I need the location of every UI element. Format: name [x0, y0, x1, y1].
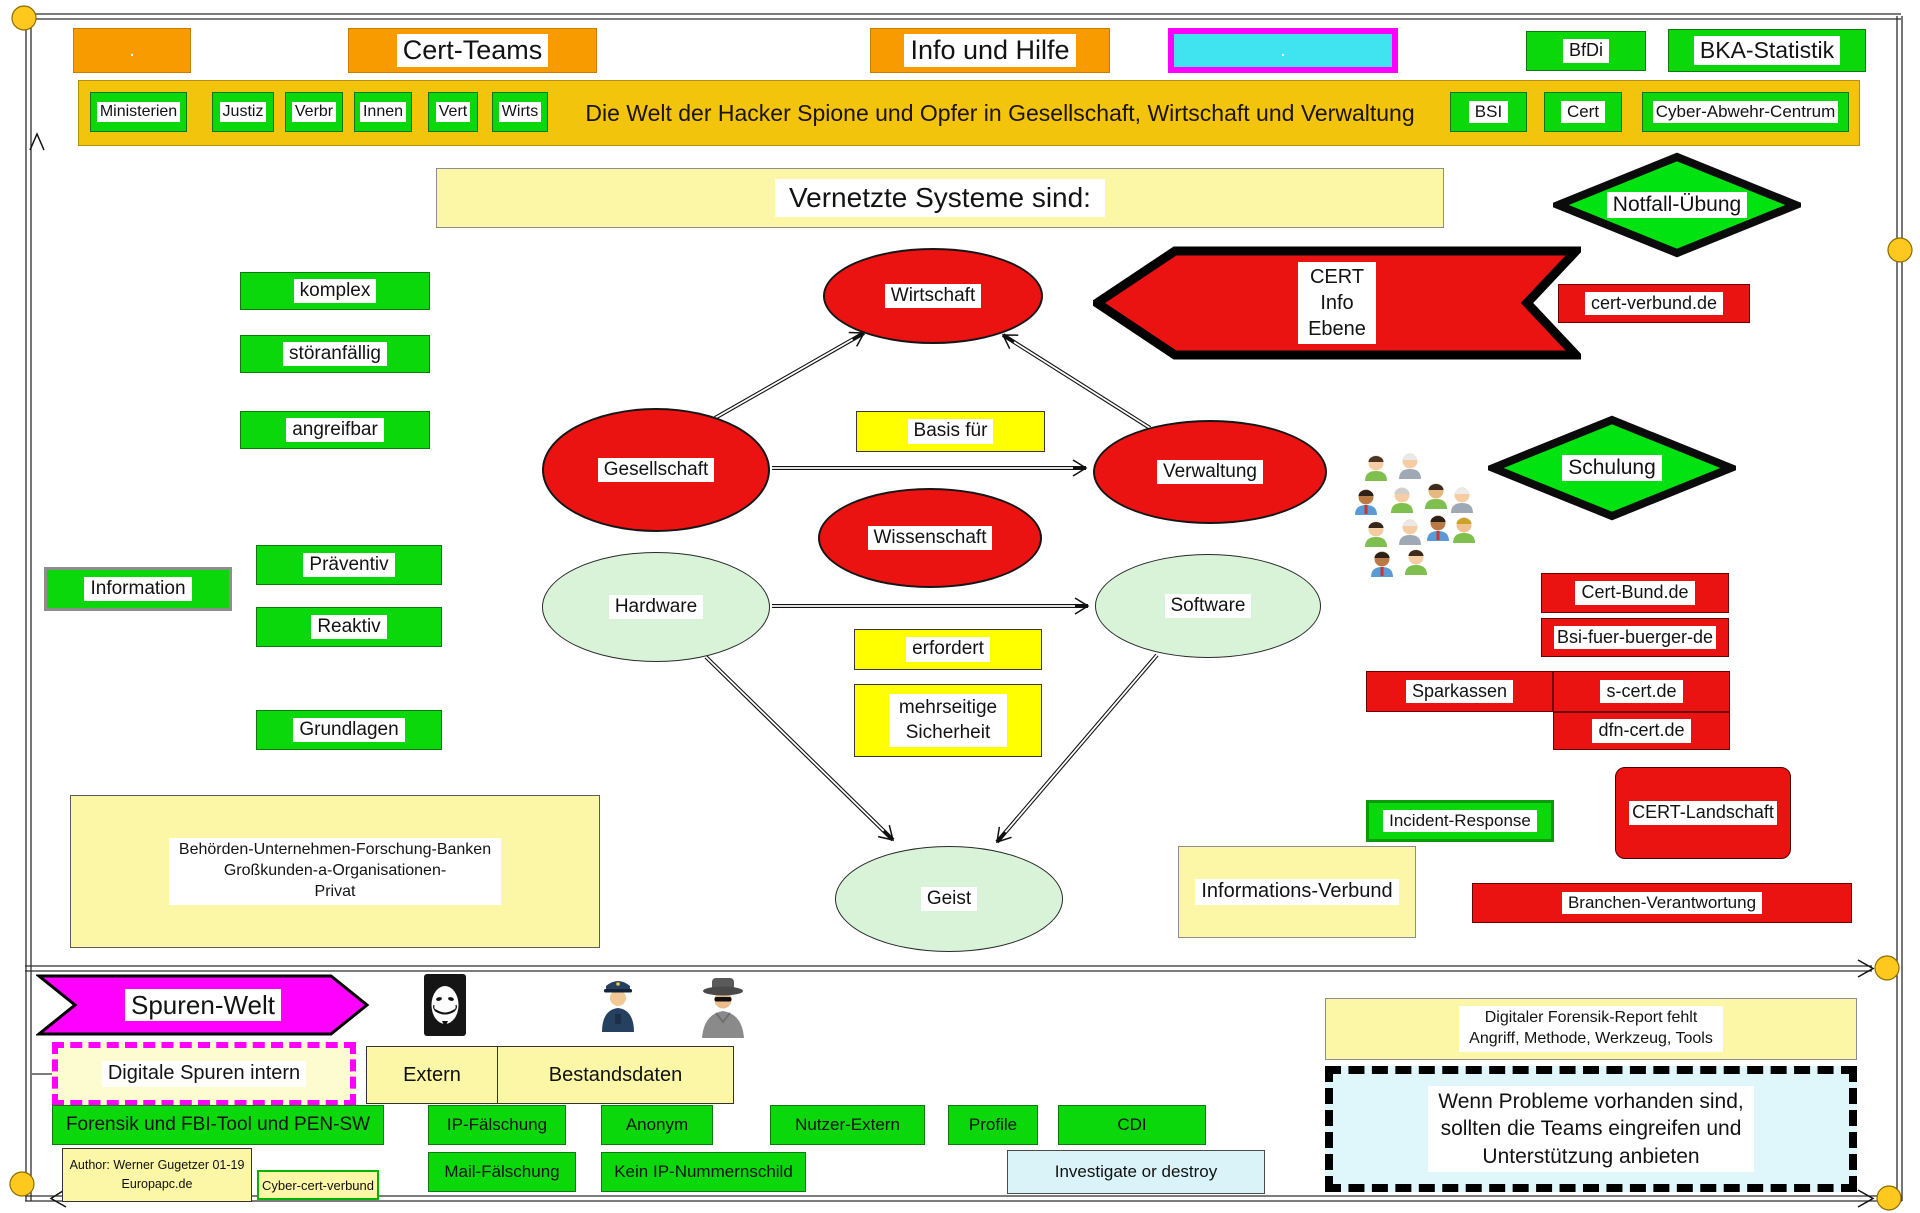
anonym-label: Anonym: [625, 1115, 689, 1134]
incident-response-box: [1366, 800, 1554, 842]
bsi-fuer-buerger-box: [1541, 618, 1729, 657]
mail-faelschung-box: [428, 1152, 576, 1192]
nutzer-extern-label: Nutzer-Extern: [795, 1115, 900, 1134]
cert-verbund-box: [1558, 284, 1750, 323]
node-geist: [835, 846, 1063, 952]
informations-verbund-box: [1178, 846, 1416, 938]
praeventiv-box: [256, 545, 442, 585]
schulung-label-wrap: [1488, 415, 1736, 521]
orange-blank-box: [73, 28, 191, 73]
dfn-cert-label: dfn-cert.de: [1592, 719, 1690, 742]
people-group-icon: [1345, 446, 1481, 582]
systems-headline-banner: [436, 168, 1444, 228]
node-wirtschaft: [823, 248, 1043, 344]
digitale-spuren-intern-label: Digitale Spuren intern: [102, 1061, 306, 1087]
nutzer-extern-box: [770, 1105, 925, 1145]
tab-verbr-label: Verbr: [292, 102, 336, 123]
ip-faelschung-label: IP-Fälschung: [446, 1115, 548, 1134]
grundlagen-box: [256, 710, 442, 750]
tab-cyber-abwehr-centrum: [1642, 92, 1849, 132]
investigate-or-destroy-label: Investigate or destroy: [1054, 1162, 1218, 1181]
bka-statistik-box: [1668, 29, 1866, 72]
digitale-spuren-intern-box: [52, 1042, 356, 1106]
author-line-2: Europapc.de: [121, 1177, 193, 1191]
node-wissenschaft-label: Wissenschaft: [868, 526, 993, 550]
incident-response-label: Incident-Response: [1383, 810, 1537, 832]
attr-komplex: [240, 272, 430, 310]
cert-landschaft-label: CERT-Landschaft: [1629, 801, 1777, 824]
bestandsdaten-label: Bestandsdaten: [548, 1063, 683, 1086]
node-verwaltung: [1093, 420, 1327, 524]
tab-justiz: [212, 92, 274, 132]
teams-advice-line-1: Wenn Probleme vorhanden sind,: [1438, 1090, 1744, 1114]
bsi-fuer-buerger-label: Bsi-fuer-buerger-de: [1554, 626, 1716, 649]
branchen-verantwortung-label: Branchen-Verantwortung: [1562, 892, 1762, 914]
teams-advice-line-3: Unterstützung anbieten: [1482, 1144, 1700, 1168]
notfall-uebung-label: Notfall-Übung: [1607, 192, 1747, 219]
cyber-cert-verbund-box: [257, 1170, 379, 1200]
orange-blank-dot: .: [129, 39, 135, 61]
author-line-1: Author: Werner Gugetzer 01-19: [69, 1158, 245, 1173]
tab-verbr: [285, 92, 343, 132]
org-box-text: [169, 838, 501, 904]
cert-landschaft-box: [1615, 767, 1791, 859]
cdi-box: [1058, 1105, 1206, 1145]
cert-bund-label: Cert-Bund.de: [1575, 581, 1694, 604]
cyan-blank-dot: .: [1280, 40, 1286, 60]
forensik-report-text: [1459, 1006, 1723, 1052]
profile-box: [948, 1105, 1038, 1145]
relation-mehrseitige-text: [889, 694, 1007, 747]
tab-ministerien: [90, 92, 187, 132]
tab-ministerien-label: Ministerien: [97, 102, 180, 123]
information-label: Information: [84, 577, 191, 601]
tab-wirts-label: Wirts: [499, 102, 541, 123]
reaktiv-box: [256, 607, 442, 647]
cert-arrow-line-1: CERT: [1309, 266, 1365, 288]
attr-stoeranfaellig: [240, 335, 430, 373]
tab-innen: [354, 92, 412, 132]
author-text: [70, 1156, 245, 1194]
org-line-1: Behörden-Unternehmen-Forschung-Banken: [178, 841, 492, 859]
branchen-verantwortung-box: [1472, 883, 1852, 923]
info-und-hilfe-label: Info und Hilfe: [904, 34, 1075, 68]
profile-label: Profile: [968, 1115, 1018, 1134]
forensik-fbi-pen-box: [52, 1105, 384, 1145]
kein-ip-nummernschild-box: [601, 1152, 806, 1192]
spuren-welt-label-wrap: [36, 973, 370, 1037]
sparkassen-label: Sparkassen: [1406, 680, 1513, 703]
tab-cyber-abwehr-centrum-label: Cyber-Abwehr-Centrum: [1653, 101, 1839, 123]
anonym-box: [601, 1105, 713, 1145]
tab-cert: [1544, 92, 1622, 132]
cert-teams-label: Cert-Teams: [397, 34, 549, 68]
cert-arrow-line-2: Info: [1320, 292, 1354, 314]
node-software: [1095, 554, 1321, 658]
forensik-report-line-2: Angriff, Methode, Werkzeug, Tools: [1469, 1030, 1713, 1047]
teams-advice-line-2: sollten die Teams eingreifen und: [1440, 1117, 1742, 1141]
systems-headline-label: Vernetzte Systeme sind:: [775, 179, 1105, 216]
praeventiv-label: Präventiv: [303, 553, 394, 577]
s-cert-box: [1553, 671, 1730, 712]
tab-vert: [428, 92, 478, 132]
grundlagen-label: Grundlagen: [293, 718, 404, 742]
reaktiv-label: Reaktiv: [311, 615, 386, 639]
cyber-cert-verbund-label: Cyber-cert-verbund: [262, 1177, 374, 1193]
s-cert-label: s-cert.de: [1600, 680, 1682, 703]
tab-innen-label: Innen: [360, 102, 406, 123]
teams-advice-box: [1325, 1066, 1857, 1192]
information-box: [44, 567, 232, 611]
author-box: [62, 1148, 252, 1202]
informations-verbund-label: Informations-Verbund: [1195, 879, 1398, 905]
node-gesellschaft: [542, 408, 770, 532]
person-icons: [1355, 454, 1475, 578]
spy-detective-icon: [696, 976, 750, 1038]
cert-bund-box: [1541, 573, 1729, 613]
tab-bsi-label: BSI: [1469, 101, 1508, 123]
forensik-fbi-pen-label: Forensik und FBI-Tool und PEN-SW: [65, 1114, 371, 1135]
extern-box: [366, 1046, 498, 1104]
bestandsdaten-box: [497, 1046, 734, 1104]
attr-angreifbar: [240, 411, 430, 449]
cyan-blank-box: [1168, 28, 1398, 73]
relation-mehrseitige-sicherheit: [854, 684, 1042, 757]
dfn-cert-box: [1553, 712, 1730, 750]
bfdi-box: [1526, 31, 1646, 71]
mail-faelschung-label: Mail-Fälschung: [444, 1162, 560, 1181]
relation-basis-fuer: [856, 411, 1045, 452]
banner-title: Die Welt der Hacker Spione und Opfer in Gesellschaft, Wirtschaft und Verwaltung: [585, 99, 1415, 126]
cert-info-arrow-label-wrap: [1093, 245, 1581, 361]
relation-erfordert-label: erfordert: [906, 637, 990, 661]
kein-ip-nummernschild-label: Kein IP-Nummernschild: [614, 1162, 793, 1181]
mehrseitige-line-2: Sicherheit: [905, 721, 991, 743]
sparkassen-box: [1366, 671, 1553, 712]
extern-label: Extern: [403, 1063, 461, 1086]
node-hardware-label: Hardware: [609, 595, 703, 619]
police-officer-icon: [598, 974, 638, 1032]
node-geist-label: Geist: [921, 887, 977, 911]
notfall-uebung-label-wrap: [1553, 152, 1801, 258]
attr-komplex-label: komplex: [294, 279, 377, 303]
relation-basis-fuer-label: Basis für: [908, 419, 994, 443]
mehrseitige-line-1: mehrseitige: [898, 696, 998, 718]
cdi-label: CDI: [1117, 1115, 1147, 1134]
bka-statistik-label: BKA-Statistik: [1694, 36, 1840, 65]
bfdi-label: BfDi: [1563, 39, 1609, 62]
cert-info-arrow-label: [1298, 262, 1376, 344]
node-verwaltung-label: Verwaltung: [1157, 460, 1263, 484]
info-und-hilfe-box: [870, 28, 1110, 73]
cert-verbund-label: cert-verbund.de: [1585, 292, 1723, 315]
tab-justiz-label: Justiz: [220, 102, 267, 123]
teams-advice-text: [1428, 1086, 1753, 1172]
attr-stoeranfaellig-label: störanfällig: [283, 342, 387, 366]
forensik-report-line-1: Digitaler Forensik-Report fehlt: [1484, 1009, 1698, 1027]
relation-erfordert: [854, 629, 1042, 670]
cert-teams-box: [348, 28, 597, 73]
tab-bsi: [1450, 92, 1527, 132]
tab-cert-label: Cert: [1561, 101, 1605, 123]
spuren-welt-label: Spuren-Welt: [125, 989, 281, 1022]
attr-angreifbar-label: angreifbar: [286, 418, 384, 442]
node-software-label: Software: [1165, 594, 1252, 618]
banner-title-wrap: [560, 84, 1440, 142]
node-wissenschaft: [818, 488, 1042, 588]
investigate-or-destroy-box: [1007, 1150, 1265, 1194]
org-box: [70, 795, 600, 948]
ip-faelschung-box: [428, 1105, 566, 1145]
org-line-3: Privat: [314, 882, 356, 900]
tab-vert-label: Vert: [436, 102, 470, 123]
schulung-label: Schulung: [1562, 455, 1662, 482]
anonymous-mask-icon: [424, 974, 466, 1036]
node-wirtschaft-label: Wirtschaft: [885, 284, 981, 308]
org-line-2: Großkunden-a-Organisationen-: [223, 862, 447, 880]
tab-wirts: [492, 92, 548, 132]
node-gesellschaft-label: Gesellschaft: [598, 458, 715, 482]
cert-arrow-line-3: Ebene: [1308, 318, 1366, 340]
forensik-report-box: [1325, 998, 1857, 1060]
node-hardware: [542, 552, 770, 662]
